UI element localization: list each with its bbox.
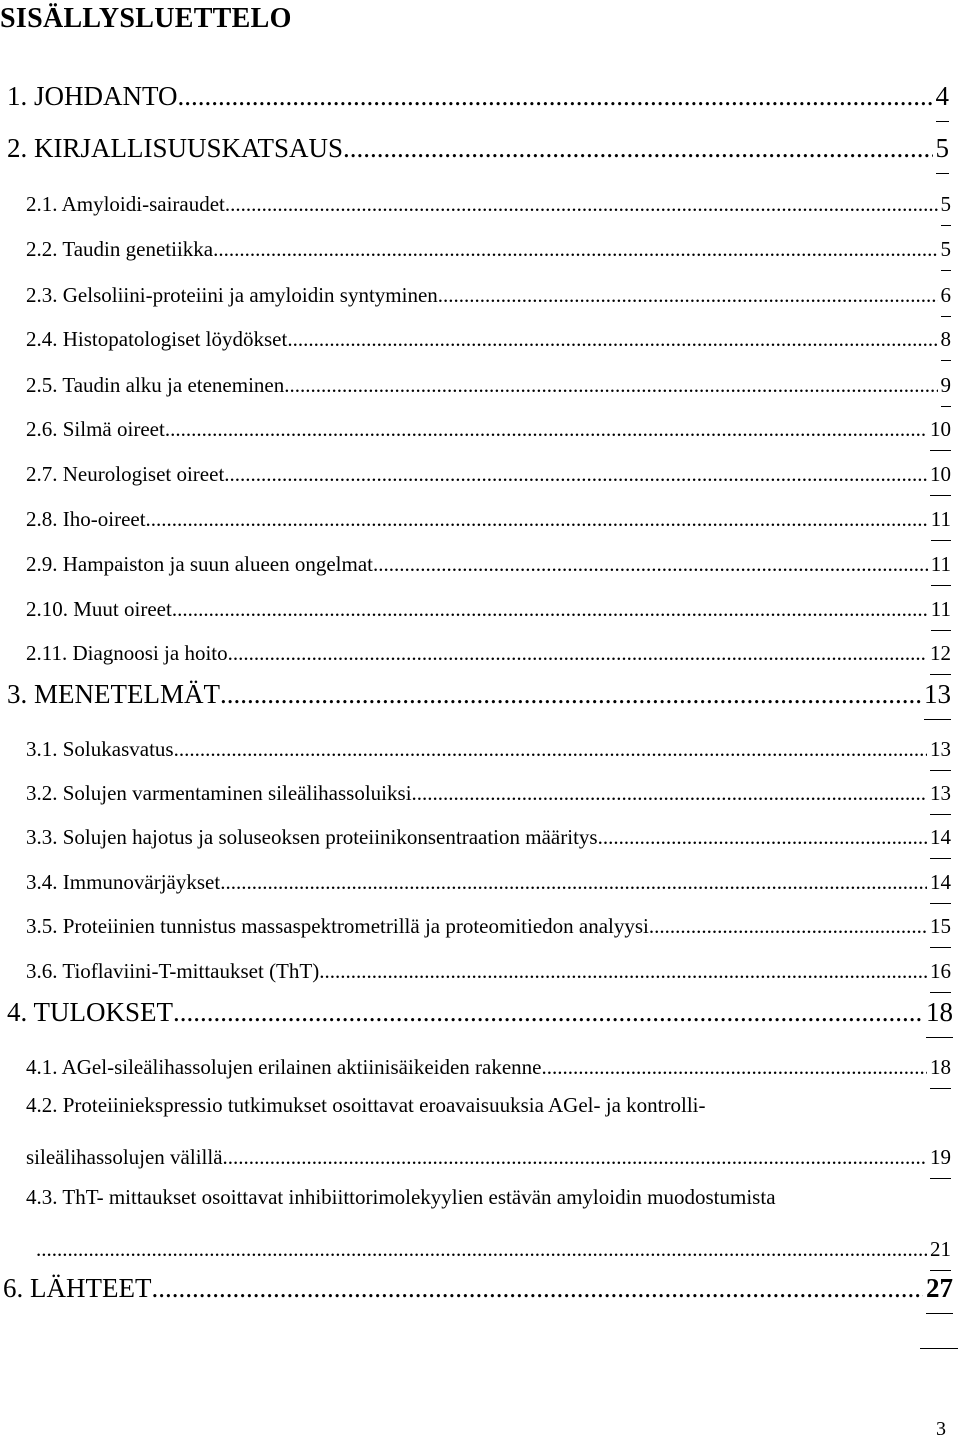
toc-leader — [412, 781, 927, 806]
page-title: SISÄLLYSLUETTELO — [0, 3, 292, 34]
toc-leader — [287, 327, 937, 352]
toc-page-number: 9 — [940, 373, 951, 397]
toc-page-number: 13 — [924, 679, 951, 709]
toc-leader — [649, 914, 927, 939]
toc-leader — [165, 417, 927, 442]
toc-leader — [146, 507, 928, 532]
toc-entry-2-9[interactable] — [26, 547, 951, 577]
toc-entry-label: 2.4. Histopatologiset löydökset — [26, 327, 288, 351]
toc-entry-4-3[interactable] — [36, 1232, 951, 1262]
toc-page-number: 10 — [930, 417, 951, 441]
toc-entry-3-3[interactable] — [26, 820, 951, 850]
toc-leader — [542, 1055, 927, 1080]
toc-page-number: 14 — [930, 825, 951, 849]
toc-leader — [225, 192, 938, 217]
toc-entry-label: 2.6. Silmä oireet — [26, 417, 165, 441]
toc-entry-label: 3.2. Solujen varmentaminen sileälihassoluiksi — [26, 781, 412, 805]
toc-page-number: 13 — [930, 737, 951, 761]
toc-entry-lahteet[interactable] — [3, 1274, 953, 1304]
toc-page-number: 18 — [926, 997, 953, 1027]
toc-entry-3-6[interactable] — [26, 954, 951, 984]
toc-entry-johdanto[interactable] — [7, 82, 949, 112]
toc-page-number: 5 — [940, 192, 951, 216]
toc-entry-2-3[interactable] — [26, 278, 951, 308]
toc-entry-2-1[interactable] — [26, 187, 951, 217]
toc-entry-4-2-first-line[interactable]: 4.2. Proteiiniekspressio tutkimukset osoittavat eroavaisuuksia AGel- ja kontrolli- — [26, 1093, 706, 1117]
toc-entry-kirjallisuuskatsaus[interactable] — [7, 134, 949, 164]
toc-leader — [151, 1273, 923, 1304]
toc-entry-2-4[interactable] — [26, 322, 951, 352]
toc-entry-label: 3.6. Tioflaviini-T-mittaukset (ThT) — [26, 959, 320, 983]
toc-leader — [220, 870, 927, 895]
toc-leader — [373, 552, 928, 577]
toc-entry-2-11[interactable] — [26, 636, 951, 666]
toc-leader — [178, 81, 933, 112]
toc-page-number: 12 — [930, 641, 951, 665]
toc-entry-4-2[interactable] — [26, 1140, 951, 1170]
toc-entry-label: 2.5. Taudin alku ja eteneminen — [26, 373, 285, 397]
toc-entry-label: 2.3. Gelsoliini-proteiini ja amyloidin syntyminen — [26, 283, 438, 307]
toc-page-number: 15 — [930, 914, 951, 938]
toc-entry-label: 2. KIRJALLISUUSKATSAUS — [7, 133, 344, 163]
toc-leader — [343, 133, 932, 164]
toc-page-number: 11 — [930, 507, 951, 531]
toc-page-number: 14 — [930, 870, 951, 894]
toc-entry-label: 2.11. Diagnoosi ja hoito — [26, 641, 228, 665]
toc-entry-label: 2.2. Taudin genetiikka — [26, 237, 214, 261]
toc-entry-label: 3.5. Proteiinien tunnistus massaspektrometrillä ja proteomitiedon analyysi — [26, 914, 649, 938]
toc-entry-label: sileälihassolujen välillä — [26, 1145, 223, 1169]
toc-leader — [284, 373, 937, 398]
toc-leader — [224, 462, 927, 487]
toc-entry-label: 3.1. Solukasvatus — [26, 737, 174, 761]
toc-entry-3-1[interactable] — [26, 732, 951, 762]
toc-entry-label: 2.8. Iho-oireet — [26, 507, 146, 531]
toc-entry-2-8[interactable] — [26, 502, 951, 532]
toc-entry-label: 4. TULOKSET — [7, 997, 173, 1027]
page-number-footer: 3 — [936, 1418, 946, 1440]
toc-leader — [598, 825, 927, 850]
toc-page-number: 5 — [940, 237, 951, 261]
toc-entry-4-3-first-line[interactable]: 4.3. ThT- mittaukset osoittavat inhibiittorimolekyylien estävän amyloidin muodostumista — [26, 1185, 776, 1209]
toc-page-number: 16 — [930, 959, 951, 983]
toc-page-number: 11 — [930, 552, 951, 576]
toc-entry-label: 2.9. Hampaiston ja suun alueen ongelmat — [26, 552, 374, 576]
toc-entry-2-5[interactable] — [26, 368, 951, 398]
toc-entry-3-5[interactable] — [26, 909, 951, 939]
toc-leader — [36, 1237, 927, 1262]
toc-entry-3-4[interactable] — [26, 865, 951, 895]
toc-entry-2-6[interactable] — [26, 412, 951, 442]
toc-entry-3-2[interactable] — [26, 776, 951, 806]
toc-leader — [172, 597, 928, 622]
toc-page-number: 11 — [930, 597, 951, 621]
toc-page-number: 13 — [930, 781, 951, 805]
toc-entry-2-10[interactable] — [26, 592, 951, 622]
toc-leader — [220, 679, 921, 710]
toc-entry-label: 2.1. Amyloidi-sairaudet — [26, 192, 225, 216]
toc-page-number: 5 — [935, 133, 949, 163]
underline-rule — [920, 1348, 958, 1349]
toc-leader — [174, 737, 927, 762]
toc-entry-label: 3.3. Solujen hajotus ja soluseoksen proteiinikonsentraation määritys — [26, 825, 598, 849]
toc-entry-label: 4.1. AGel-sileälihassolujen erilainen aktiinisäikeiden rakenne — [26, 1055, 542, 1079]
toc-entry-2-2[interactable] — [26, 232, 951, 262]
toc-leader — [223, 1145, 927, 1170]
toc-page-number: 27 — [926, 1273, 953, 1303]
toc-page-number: 19 — [930, 1145, 951, 1169]
toc-entry-4-1[interactable] — [26, 1050, 951, 1080]
toc-page-number: 8 — [940, 327, 951, 351]
toc-page-number: 18 — [930, 1055, 951, 1079]
toc-entry-label: 2.7. Neurologiset oireet — [26, 462, 225, 486]
toc-leader — [173, 997, 923, 1028]
toc-entry-menetelmat[interactable] — [7, 680, 951, 710]
toc-page-number: 21 — [930, 1237, 951, 1261]
toc-entry-label: 1. JOHDANTO — [7, 81, 178, 111]
toc-entry-2-7[interactable] — [26, 457, 951, 487]
toc-leader — [213, 237, 937, 262]
toc-page-number: 6 — [940, 283, 951, 307]
toc-entry-tulokset[interactable] — [7, 998, 953, 1028]
toc-entry-label: 2.10. Muut oireet — [26, 597, 172, 621]
toc-page-number: 4 — [935, 81, 949, 111]
toc-entry-label: 3.4. Immunovärjäykset — [26, 870, 221, 894]
toc-leader — [228, 641, 927, 666]
toc-entry-label: 6. LÄHTEET — [3, 1273, 152, 1303]
toc-entry-label: 3. MENETELMÄT — [7, 679, 220, 709]
toc-leader — [319, 959, 927, 984]
toc-page-number: 10 — [930, 462, 951, 486]
toc-leader — [438, 283, 938, 308]
